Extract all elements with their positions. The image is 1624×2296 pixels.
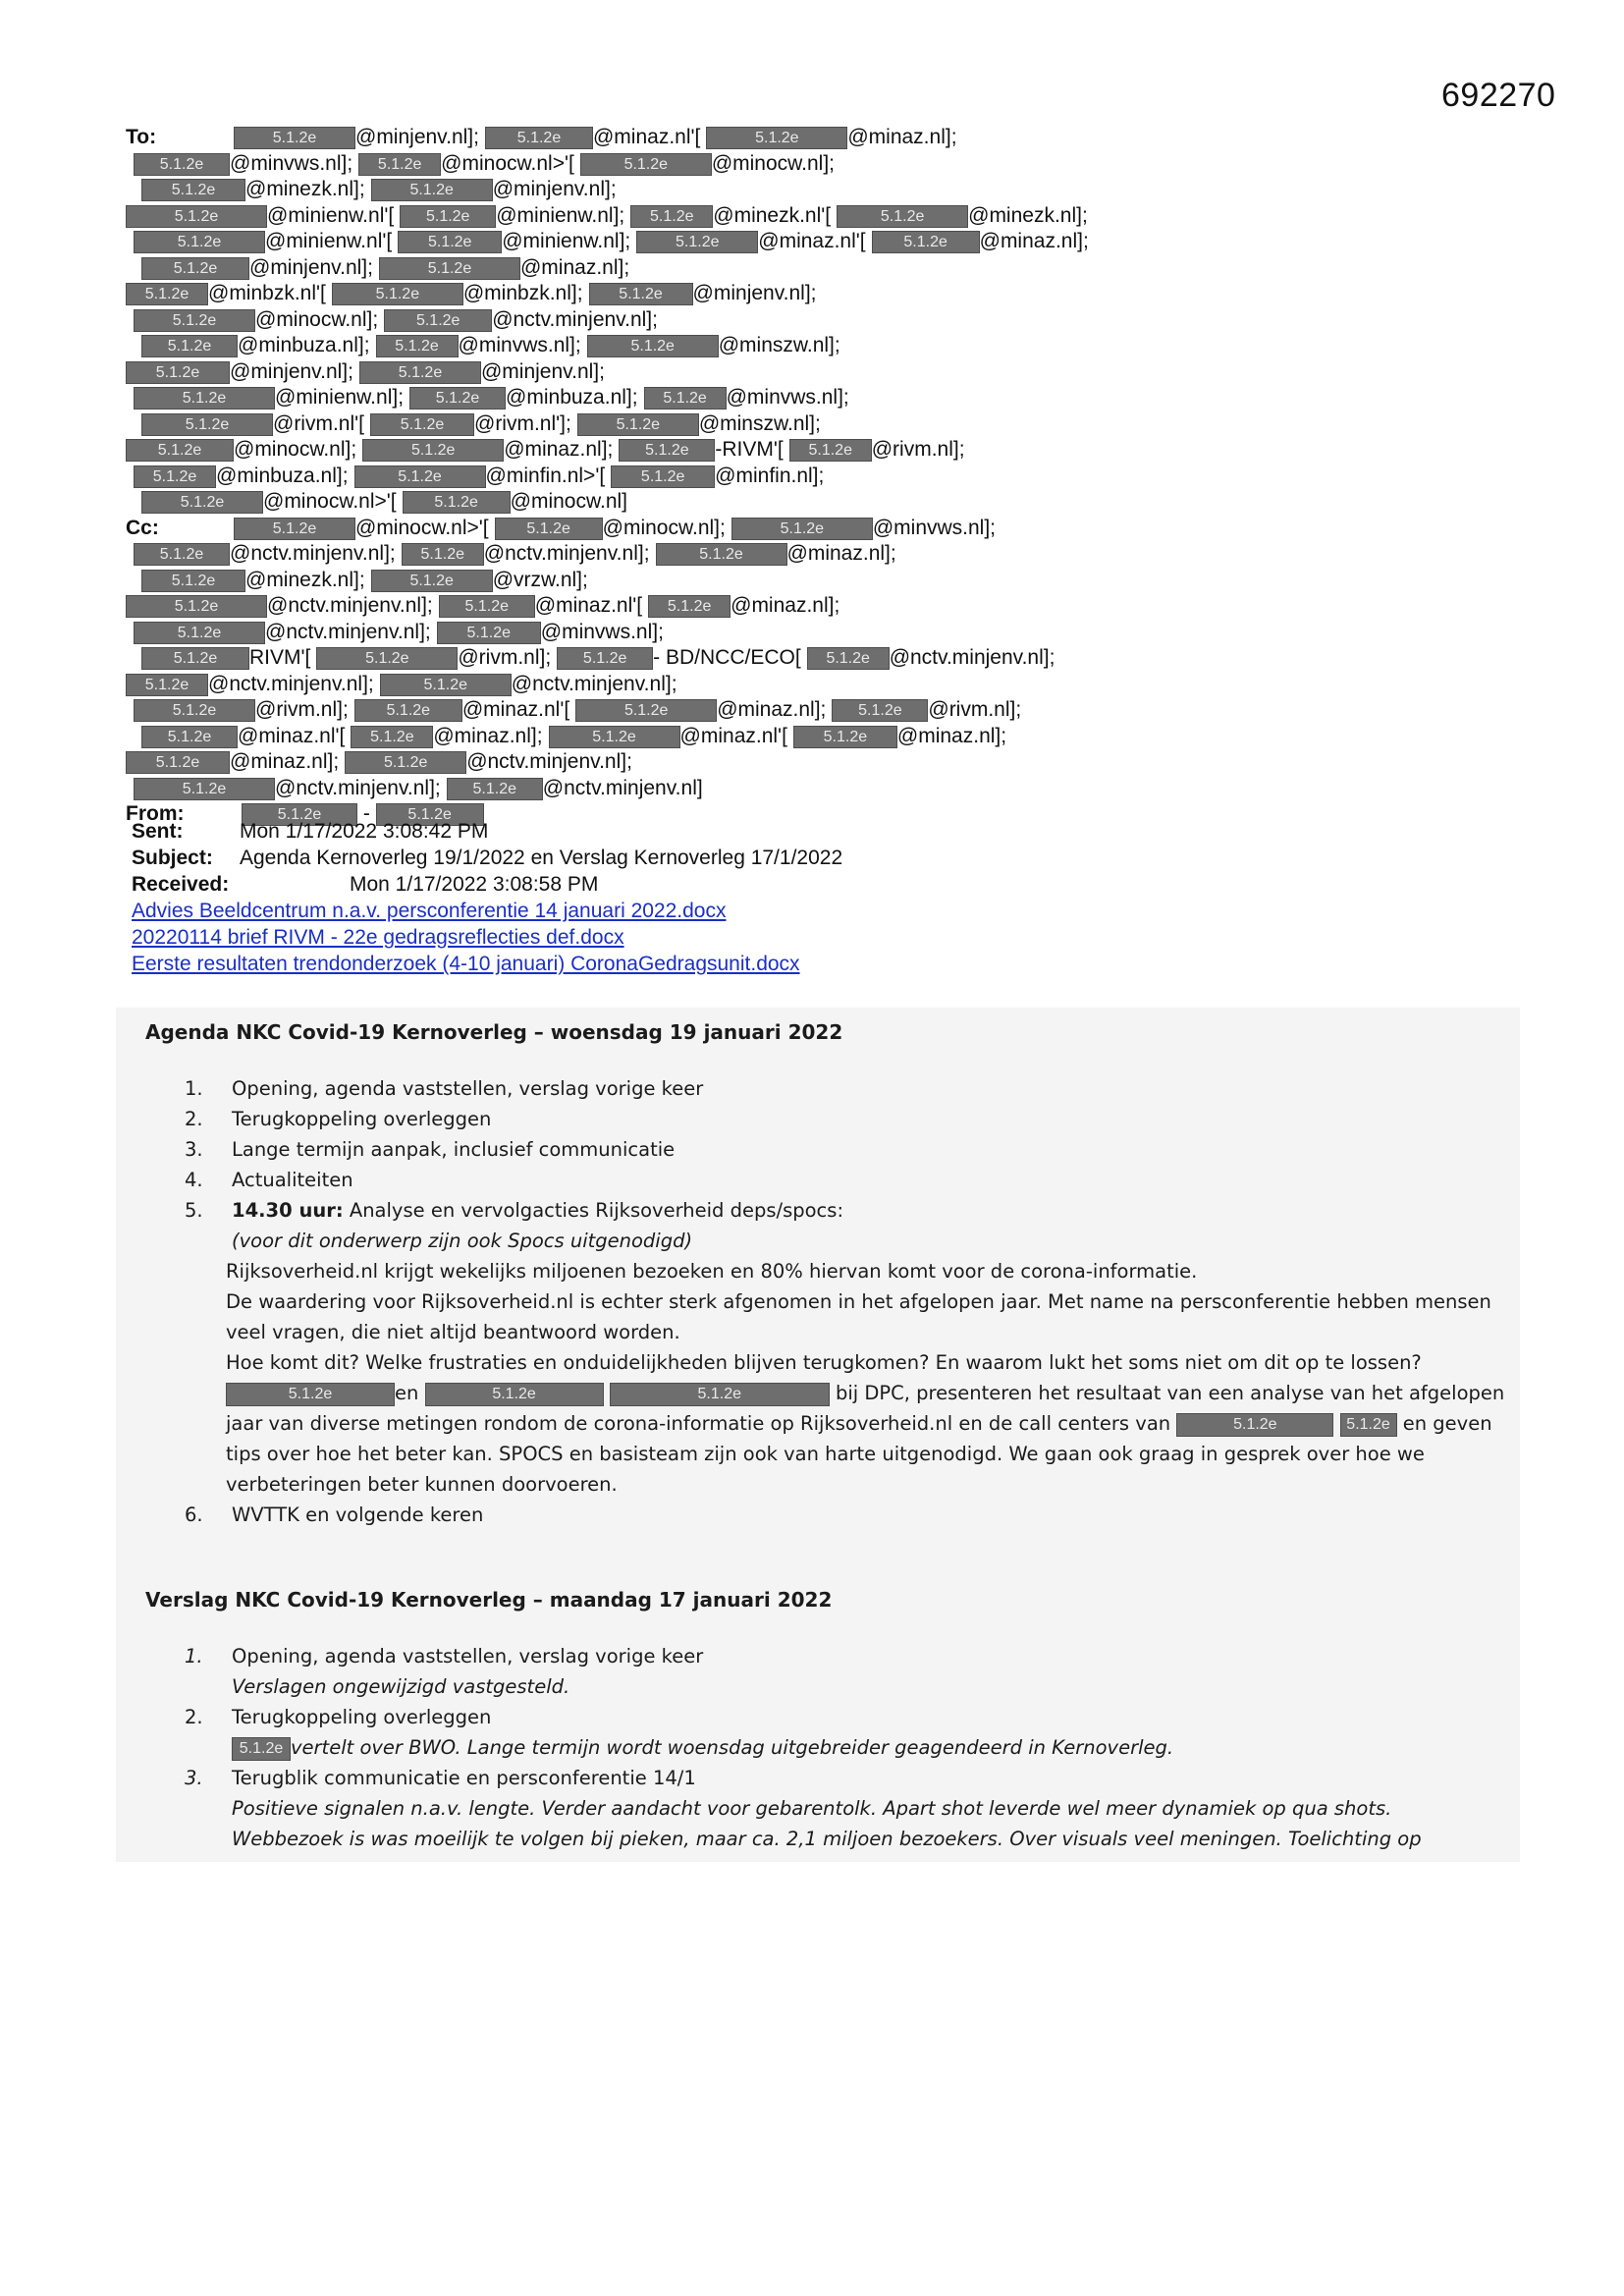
list-item: 2. Terugkoppeling overleggen xyxy=(185,1108,492,1130)
email-domain: @nctv.minjenv.nl]; xyxy=(511,672,677,695)
email-domain: @minocw.nl]; xyxy=(234,438,357,461)
redaction-box: 5.1.2e xyxy=(1176,1413,1333,1437)
recipient-row xyxy=(126,541,1520,568)
redaction-box: 5.1.2e xyxy=(630,205,713,228)
recipient-row xyxy=(126,281,1520,307)
redaction-box: 5.1.2e xyxy=(376,803,484,826)
email-domain: @nctv.minjenv.nl] xyxy=(542,776,703,799)
recipient-row xyxy=(126,620,1520,646)
redaction-box: 5.1.2e xyxy=(126,674,208,696)
redaction-box: 5.1.2e xyxy=(141,335,238,357)
agenda-list xyxy=(116,1073,1520,1530)
email-domain: @minvws.nl]; xyxy=(458,334,581,356)
redaction-box: 5.1.2e xyxy=(134,153,230,176)
email-domain: @nctv.minjenv.nl]; xyxy=(483,542,650,565)
recipient-row xyxy=(126,385,1520,411)
recipient-row xyxy=(126,359,1520,386)
redaction-box: 5.1.2e xyxy=(644,387,727,410)
email-domain: @minbzk.nl]; xyxy=(462,282,583,304)
email-domain: @minocw.nl]; xyxy=(255,307,379,331)
recipient-row xyxy=(126,464,1520,490)
email-domain: @minienw.nl]; xyxy=(502,230,631,252)
email-domain: @minocw.nl]; xyxy=(602,516,726,539)
email-domain: @nctv.minjenv.nl]; xyxy=(889,646,1056,669)
email-domain: @minfin.nl>'[ xyxy=(485,464,606,487)
email-domain: @minaz.nl]; xyxy=(786,542,896,565)
redaction-box: 5.1.2e xyxy=(141,726,238,748)
email-domain: @minjenv.nl]; xyxy=(249,255,373,279)
email-domain: RIVM'[ xyxy=(249,646,311,669)
email-domain: @minaz.nl]; xyxy=(979,230,1089,252)
email-recipients xyxy=(126,125,1520,828)
email-domain: @rivm.nl]; xyxy=(458,646,552,669)
email-domain: @minaz.nl'[ xyxy=(461,698,570,721)
email-domain: @minvws.nl]; xyxy=(230,151,353,175)
email-domain: @minezk.nl]; xyxy=(245,178,365,200)
attachment-link[interactable]: 20220114 brief RIVM - 22e gedragsreflecties def.docx xyxy=(132,926,624,949)
redaction-box: 5.1.2e xyxy=(134,778,275,800)
email-domain: @minaz.nl'[ xyxy=(238,724,346,747)
email-domain: @minbuza.nl]; xyxy=(506,386,638,409)
redaction-box: 5.1.2e xyxy=(370,413,474,436)
redaction-box: 5.1.2e xyxy=(577,413,699,436)
redaction-box: 5.1.2e xyxy=(371,570,493,592)
redaction-box: 5.1.2e xyxy=(403,491,511,514)
redaction-box: 5.1.2e xyxy=(316,647,458,670)
redaction-box: 5.1.2e xyxy=(134,699,255,722)
subject-value: Agenda Kernoverleg 19/1/2022 en Verslag Kernoverleg 17/1/2022 xyxy=(240,847,843,869)
redaction-box: 5.1.2e xyxy=(648,595,731,618)
email-domain: @minocw.nl>'[ xyxy=(355,516,489,539)
recipient-row xyxy=(126,516,1520,542)
redaction-box: 5.1.2e xyxy=(832,699,928,722)
redaction-box: 5.1.2e xyxy=(351,726,433,748)
email-domain: @minbuza.nl]; xyxy=(216,464,349,487)
email-domain: @minezk.nl]; xyxy=(245,568,365,591)
email-domain: @minszw.nl]; xyxy=(698,411,821,435)
redaction-box: 5.1.2e xyxy=(589,283,693,305)
email-domain: @minaz.nl]; xyxy=(847,126,957,148)
cc-block xyxy=(126,516,1520,802)
to-block xyxy=(126,125,1520,516)
redaction-box: 5.1.2e xyxy=(126,751,230,774)
email-domain: @minbzk.nl'[ xyxy=(208,282,326,304)
email-domain: @nctv.minjenv.nl]; xyxy=(208,672,374,695)
redaction-box: 5.1.2e xyxy=(134,465,216,488)
redaction-box: 5.1.2e xyxy=(126,361,230,384)
list-item: 1. Opening, agenda vaststellen, verslag vorige keer Verslagen ongewijzigd vastgesteld. xyxy=(185,1645,704,1698)
email-domain: @minaz.nl'[ xyxy=(534,594,643,617)
email-domain: @minienw.nl]; xyxy=(275,386,405,409)
redaction-box: 5.1.2e xyxy=(425,1383,604,1406)
recipient-row xyxy=(126,489,1520,516)
redaction-box: 5.1.2e xyxy=(359,361,481,384)
redaction-box: 5.1.2e xyxy=(379,257,520,280)
email-domain: @rivm.nl']; xyxy=(474,411,571,435)
redaction-box: 5.1.2e xyxy=(141,647,249,670)
redaction-box: 5.1.2e xyxy=(141,491,263,514)
redaction-box: 5.1.2e xyxy=(226,1383,395,1406)
email-domain: @minienw.nl]; xyxy=(496,203,625,227)
redaction-box: 5.1.2e xyxy=(447,778,543,800)
email-domain: @minaz.nl]; xyxy=(230,750,340,773)
received-value: Mon 1/17/2022 3:08:58 PM xyxy=(350,873,599,896)
redaction-box: 5.1.2e xyxy=(371,179,493,201)
list-item: 3. Terugblik communicatie en persconferentie 14/1 Positieve signalen n.a.v. lengte. Verder aandacht voor gebarentolk. Apart shot leverde wel meer dynamiek op qua shots. Webbezoek is was moeilijk te volgen bij pieken, maar ca. 2,1 miljoen bezoekers. Over visuals veel meningen. Toelichting op xyxy=(185,1767,1422,1850)
redaction-box: 5.1.2e xyxy=(345,751,466,774)
field-label: Cc: xyxy=(126,516,159,539)
redaction-box: 5.1.2e xyxy=(362,439,504,462)
redaction-box: 5.1.2e xyxy=(354,699,462,722)
recipient-row xyxy=(126,229,1520,255)
email-domain: @minaz.nl]; xyxy=(717,698,827,721)
redaction-box: 5.1.2e xyxy=(437,622,541,644)
redaction-box: 5.1.2e xyxy=(439,595,535,618)
email-domain: @minfin.nl]; xyxy=(715,464,825,487)
email-domain: @nctv.minjenv.nl]; xyxy=(265,620,431,643)
email-domain: @nctv.minjenv.nl]; xyxy=(230,542,396,565)
verslag-list xyxy=(116,1641,1520,1854)
recipient-row xyxy=(126,749,1520,776)
redaction-box: 5.1.2e xyxy=(557,647,653,670)
email-domain: @minjenv.nl]; xyxy=(480,359,605,383)
redaction-box: 5.1.2e xyxy=(575,699,717,722)
redaction-box: 5.1.2e xyxy=(610,1383,830,1406)
redaction-box: 5.1.2e xyxy=(134,622,265,644)
redaction-box: 5.1.2e xyxy=(141,179,245,201)
redaction-box: 5.1.2e xyxy=(141,570,245,592)
redaction-box: 5.1.2e xyxy=(134,543,230,566)
redaction-box: 5.1.2e xyxy=(789,439,872,462)
subject-label: Subject: xyxy=(132,847,213,869)
redaction-box: 5.1.2e xyxy=(126,283,208,305)
email-domain: @minezk.nl'[ xyxy=(713,203,832,227)
list-item: 1. Opening, agenda vaststellen, verslag vorige keer xyxy=(185,1077,704,1100)
email-domain: @minjenv.nl]; xyxy=(355,126,479,148)
email-domain: @minbuza.nl]; xyxy=(238,334,370,356)
email-domain: @minaz.nl]; xyxy=(433,724,543,747)
recipient-row xyxy=(126,724,1520,750)
recipient-row xyxy=(126,593,1520,620)
redaction-box: 5.1.2e xyxy=(141,257,249,280)
email-domain: @minezk.nl]; xyxy=(968,203,1088,227)
email-domain: @minocw.nl]; xyxy=(711,151,836,175)
list-item: 5. 14.30 uur: Analyse en vervolgacties Rijksoverheid deps/spocs: (voor dit onderwerp zijn ook Spocs uitgenodigd) Rijksoverheid.nl krijgt wekelijks miljoenen bezoeken en 80% hiervan komt voor de corona-informatie. De waardering voor Rijksoverheid.nl is echter sterk afgenomen in het afgelopen jaar. Met name na persconferentie hebben mensen veel vragen, die niet altijd beantwoord worden. Hoe komt dit? Welke frustraties en onduidelijkheden blijven terugkomen? En waarom lukt het soms niet om dit op te lossen? 5.1.2e en 5.1.2e 5.1.2e bij DPC, presenteren het resultaat van een analyse van het afgelopen jaar van diverse metingen rondom de corona-informatie op Rijksoverheid.nl en de call centers van 5.1.2e 5.1.2e en geven tips over hoe het beter kan. SPOCS en basisteam zijn ook van harte uitgenodigd. We gaan ook graag in gesprek over hoe we verbeteringen beter kunnen doorvoeren. xyxy=(185,1199,1505,1496)
redaction-box: 5.1.2e xyxy=(619,439,715,462)
redaction-box: 5.1.2e xyxy=(611,465,715,488)
email-domain: @minvws.nl]; xyxy=(872,516,997,539)
email-domain: @minienw.nl'[ xyxy=(267,203,395,227)
redaction-box: 5.1.2e xyxy=(636,231,758,253)
attachment-link[interactable]: Advies Beeldcentrum n.a.v. persconferentie 14 januari 2022.docx xyxy=(132,900,727,922)
redaction-box: 5.1.2e xyxy=(400,205,496,228)
agenda-title: Agenda NKC Covid-19 Kernoverleg – woensdag 19 januari 2022 xyxy=(145,1020,843,1044)
email-domain: @minaz.nl]; xyxy=(731,594,840,617)
list-item: 4. Actualiteiten xyxy=(185,1169,353,1191)
email-domain: @nctv.minjenv.nl]; xyxy=(492,307,658,331)
email-domain: @rivm.nl'[ xyxy=(273,411,364,435)
redaction-box: 5.1.2e xyxy=(580,153,712,176)
sent-label: Sent: xyxy=(132,820,184,843)
email-domain: @nctv.minjenv.nl]; xyxy=(275,776,441,799)
recipient-row xyxy=(126,568,1520,594)
recipient-row xyxy=(126,151,1520,178)
redaction-box: 5.1.2e xyxy=(358,153,441,176)
redaction-box: 5.1.2e xyxy=(141,413,273,436)
recipient-row xyxy=(126,645,1520,672)
email-domain: @minaz.nl]; xyxy=(519,255,630,279)
redaction-box: 5.1.2e xyxy=(485,127,593,149)
email-domain: @minszw.nl]; xyxy=(718,334,840,356)
redaction-box: 5.1.2e xyxy=(495,518,603,540)
email-domain: @minaz.nl'[ xyxy=(758,230,866,252)
recipient-row xyxy=(126,697,1520,724)
list-item: 3. Lange termijn aanpak, inclusief communicatie xyxy=(185,1138,676,1161)
redaction-box: 5.1.2e xyxy=(376,335,459,357)
verslag-title: Verslag NKC Covid-19 Kernoverleg – maandag 17 januari 2022 xyxy=(145,1588,833,1612)
redaction-box: 5.1.2e xyxy=(872,231,980,253)
email-meta xyxy=(132,818,842,977)
email-domain: @minaz.nl'[ xyxy=(679,724,787,747)
redaction-box: 5.1.2e xyxy=(549,726,680,748)
redaction-box: 5.1.2e xyxy=(807,647,890,670)
recipient-row xyxy=(126,672,1520,698)
email-domain: @nctv.minjenv.nl]; xyxy=(466,750,632,773)
redaction-box: 5.1.2e xyxy=(380,674,512,696)
redaction-box: 5.1.2e xyxy=(126,595,267,618)
redaction-box: 5.1.2e xyxy=(587,335,719,357)
email-domain: @minvws.nl]; xyxy=(726,386,849,409)
recipient-row xyxy=(126,203,1520,230)
redaction-box: 5.1.2e xyxy=(126,439,234,462)
redaction-box: 5.1.2e xyxy=(134,231,265,253)
recipient-row xyxy=(126,177,1520,203)
email-domain: -RIVM'[ xyxy=(715,438,784,461)
email-domain: @minaz.nl]; xyxy=(504,438,614,461)
email-domain: @minocw.nl>'[ xyxy=(263,490,397,513)
redaction-box: 5.1.2e xyxy=(706,127,847,149)
message-body xyxy=(116,1008,1520,1862)
field-label: To: xyxy=(126,126,157,148)
recipient-row xyxy=(126,333,1520,359)
email-domain: @rivm.nl]; xyxy=(928,698,1022,721)
document-number: 692270 xyxy=(1441,77,1556,114)
email-domain: @rivm.nl]; xyxy=(871,438,965,461)
list-item: 6. WVTTK en volgende keren xyxy=(185,1503,484,1526)
email-domain: @minaz.nl'[ xyxy=(592,126,701,148)
email-domain: @minjenv.nl]; xyxy=(692,282,817,304)
redaction-box: 5.1.2e xyxy=(354,465,486,488)
redaction-box: 5.1.2e xyxy=(731,518,873,540)
redaction-box: 5.1.2e xyxy=(332,283,463,305)
email-domain: @minienw.nl'[ xyxy=(265,230,393,252)
recipient-row xyxy=(126,411,1520,438)
redaction-box: 5.1.2e xyxy=(234,518,355,540)
recipient-row xyxy=(126,307,1520,334)
from-label: From: xyxy=(126,802,185,825)
email-domain: @minjenv.nl]; xyxy=(230,359,353,383)
email-domain: @minocw.nl] xyxy=(510,490,627,513)
email-domain: @vrzw.nl]; xyxy=(492,568,588,591)
redaction-box: 5.1.2e xyxy=(384,309,492,332)
email-domain: @nctv.minjenv.nl]; xyxy=(267,594,433,617)
redaction-box: 5.1.2e xyxy=(837,205,968,228)
recipient-row xyxy=(126,776,1520,802)
redaction-box: 5.1.2e xyxy=(126,205,267,228)
email-domain: @minocw.nl>'[ xyxy=(441,151,574,175)
redaction-box: 5.1.2e xyxy=(242,803,357,826)
recipient-row xyxy=(126,125,1520,151)
email-domain: @minjenv.nl]; xyxy=(492,178,617,200)
redaction-box: 5.1.2e xyxy=(398,231,502,253)
redaction-box: 5.1.2e xyxy=(793,726,897,748)
sent-value: Mon 1/17/2022 3:08:42 PM xyxy=(240,820,489,843)
redaction-box: 5.1.2e xyxy=(1340,1413,1397,1437)
redaction-box: 5.1.2e xyxy=(134,387,275,410)
email-domain: @minaz.nl]; xyxy=(896,724,1007,747)
email-domain: @minvws.nl]; xyxy=(540,620,664,643)
recipient-row xyxy=(126,437,1520,464)
list-item: 2. Terugkoppeling overleggen 5.1.2e vertelt over BWO. Lange termijn wordt woensdag uitgebreider geagendeerd in Kernoverleg. xyxy=(185,1706,1174,1759)
received-label: Received: xyxy=(132,873,230,896)
email-domain: @rivm.nl]; xyxy=(255,698,349,721)
attachment-link[interactable]: Eerste resultaten trendonderzoek (4-10 januari) CoronaGedragsunit.docx xyxy=(132,953,800,975)
redaction-box: 5.1.2e xyxy=(134,309,255,332)
email-domain: - BD/NCC/ECO[ xyxy=(653,646,801,669)
redaction-box: 5.1.2e xyxy=(402,543,484,566)
from-row: From: 5.1.2e - 5.1.2e xyxy=(126,801,1520,828)
redaction-box: 5.1.2e xyxy=(232,1737,291,1761)
recipient-row xyxy=(126,255,1520,282)
redaction-box: 5.1.2e xyxy=(234,127,355,149)
redaction-box: 5.1.2e xyxy=(656,543,787,566)
redaction-box: 5.1.2e xyxy=(409,387,506,410)
